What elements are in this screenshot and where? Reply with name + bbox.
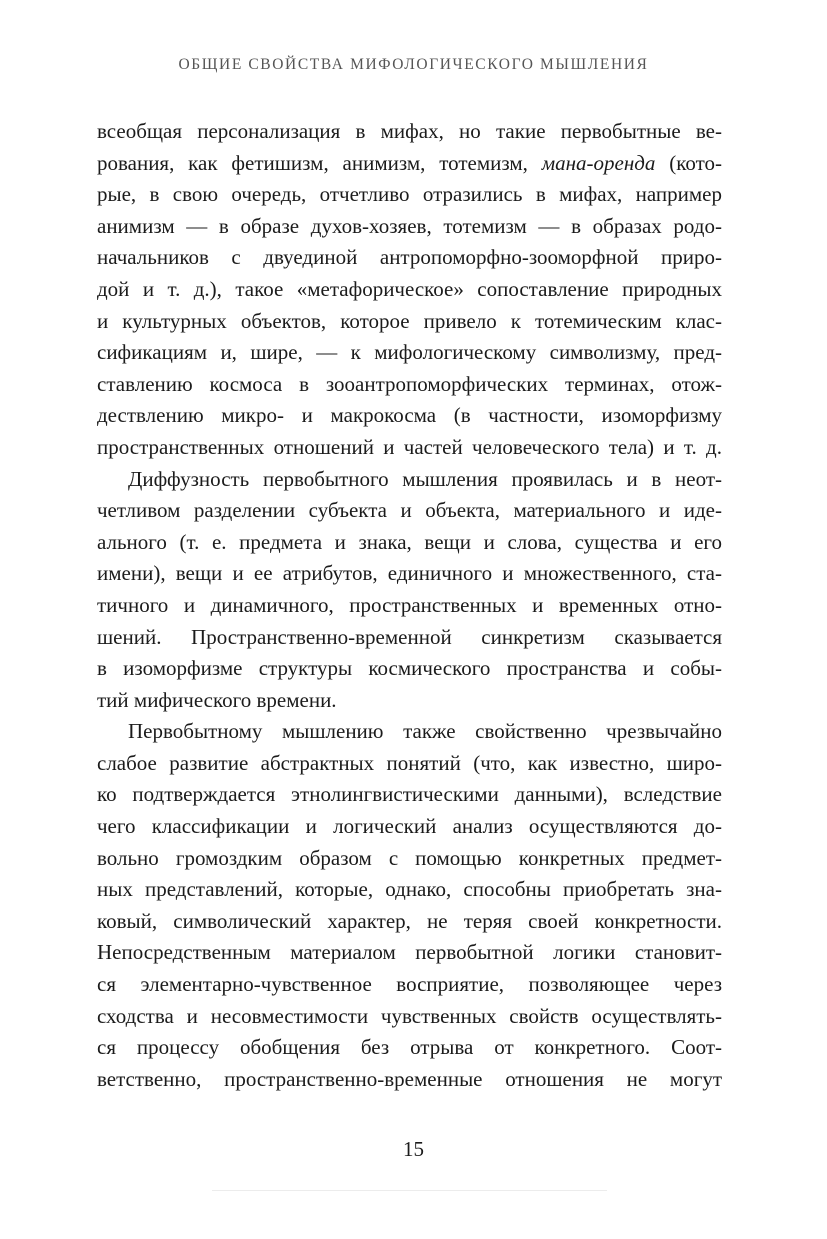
text-line: ального (т. е. предмета и знака, вещи и слова, существа и его — [97, 529, 722, 554]
text-line: сификациям и, шире, — к мифологическому символизму, пред- — [97, 340, 722, 365]
text-line: и культурных объектов, которое привело к тотемическим клас- — [97, 308, 722, 333]
text-line: начальников с двуединой антропоморфно-зооморфной приро- — [97, 245, 722, 270]
bottom-divider — [212, 1190, 607, 1191]
text-line: ко подтверждается этнолингвистическими данными), вследствие — [97, 782, 722, 807]
text-line: ся процессу обобщения без отрыва от конкретного. Соот- — [97, 1035, 722, 1060]
text-line: анимизм — в образе духов-хозяев, тотемизм — в образах родо- — [97, 213, 722, 238]
text-line: ся элементарно-чувственное восприятие, позволяющее через — [97, 972, 722, 997]
text-line-with-italic — [97, 148, 722, 180]
text-line: ных представлений, которые, однако, способны приобретать зна- — [97, 877, 722, 902]
text-line: Диффузность первобытного мышления проявилась и в неот- — [128, 466, 722, 491]
text-line: слабое развитие абстрактных понятий (что, как известно, широ- — [97, 750, 722, 775]
text-fragment: (кото- — [655, 150, 722, 175]
italic-term: мана-оренда — [541, 150, 656, 175]
text-fragment: рования, как фетишизм, анимизм, тотемизм, — [97, 150, 542, 175]
text-line: ветственно, пространственно-временные отношения не могут — [97, 1066, 722, 1091]
text-line: дествлению микро- и макрокосма (в частности, изоморфизму — [97, 403, 722, 428]
text-line: чего классификации и логический анализ осуществляются до- — [97, 814, 722, 839]
text-line: Первобытному мышлению также свойственно чрезвычайно — [128, 719, 722, 744]
text-line: ставлению космоса в зооантропоморфических терминах, отож- — [97, 371, 722, 396]
text-line: тичного и динамичного, пространственных и временных отно- — [97, 592, 722, 617]
body-text — [97, 116, 722, 1095]
text-line: ковый, символический характер, не теряя своей конкретности. — [97, 908, 722, 933]
text-line: четливом разделении субъекта и объекта, материального и иде- — [97, 498, 722, 523]
text-line: рые, в свою очередь, отчетливо отразились в мифах, например — [97, 182, 722, 207]
text-line: в изоморфизме структуры космического пространства и собы- — [97, 656, 722, 681]
text-line: Непосредственным материалом первобытной логики становит- — [97, 940, 722, 965]
text-line: сходства и несовместимости чувственных свойств осуществлять- — [97, 1003, 722, 1028]
text-line: тий мифического времени. — [97, 687, 337, 712]
text-line: пространственных отношений и частей человеческого тела) и т. д. — [97, 434, 722, 459]
text-line: имени), вещи и ее атрибутов, единичного и множественного, ста- — [97, 561, 722, 586]
text-line: вольно громоздким образом с помощью конкретных предмет- — [97, 845, 722, 870]
running-head: ОБЩИЕ СВОЙСТВА МИФОЛОГИЧЕСКОГО МЫШЛЕНИЯ — [178, 56, 649, 73]
text-line: всеобщая персонализация в мифах, но такие первобытные ве- — [97, 119, 722, 143]
text-line: шений. Пространственно-временной синкретизм сказывается — [97, 624, 722, 649]
text-line: дой и т. д.), такое «метафорическое» сопоставление природных — [97, 276, 722, 301]
page-number: 15 — [403, 1137, 424, 1161]
